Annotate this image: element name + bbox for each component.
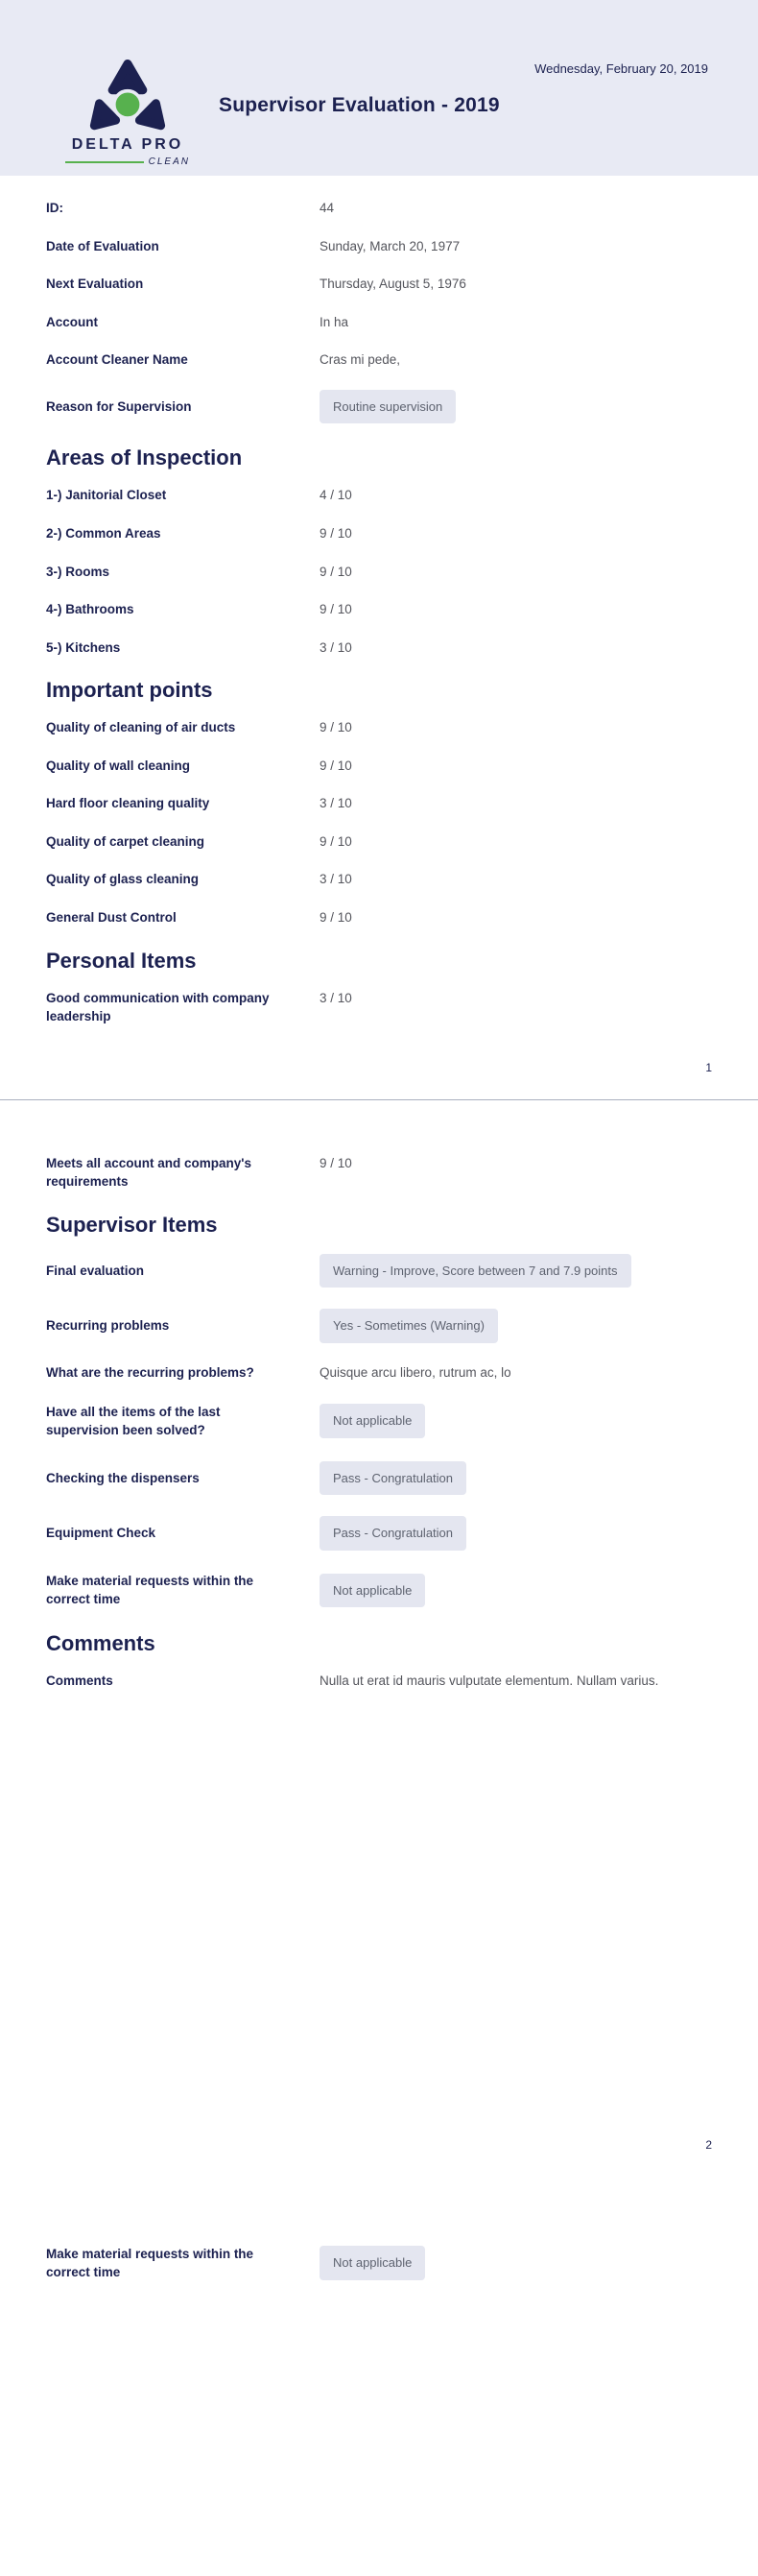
field-value bbox=[320, 1404, 712, 1438]
section-important bbox=[46, 709, 712, 936]
logo-tagline: CLEAN bbox=[148, 156, 190, 167]
field-label: Make material requests within the correct time bbox=[46, 2246, 254, 2280]
rating-label: 1-) Janitorial Closet bbox=[46, 488, 167, 503]
field-value: Quisque arcu libero, rutrum ac, lo bbox=[320, 1365, 511, 1381]
logo-underline bbox=[65, 161, 144, 163]
section-heading-important: Important points bbox=[46, 678, 213, 703]
field-value bbox=[320, 390, 712, 424]
rating-value: 3 / 10 bbox=[320, 796, 352, 811]
logo-name: DELTA PRO bbox=[71, 136, 184, 153]
rating-value: 9 / 10 bbox=[320, 525, 352, 541]
field-value: Thursday, August 5, 1976 bbox=[320, 277, 466, 292]
rating-row bbox=[46, 553, 712, 591]
rating-value: 3 / 10 bbox=[320, 872, 352, 887]
status-chip: Pass - Congratulation bbox=[320, 1516, 466, 1551]
rating-label: 4-) Bathrooms bbox=[46, 602, 134, 617]
field-row bbox=[46, 1243, 712, 1299]
rating-row bbox=[46, 823, 712, 861]
field-value: Nulla ut erat id mauris vulputate elementum. Nullam varius. bbox=[320, 1673, 659, 1689]
rating-label: Meets all account and company's requirements bbox=[46, 1155, 252, 1190]
field-row bbox=[46, 303, 712, 342]
rating-value: 9 / 10 bbox=[320, 1155, 352, 1170]
field-row bbox=[46, 1354, 712, 1392]
page-number-1: 1 bbox=[705, 1060, 712, 1074]
logo-sub bbox=[59, 156, 196, 167]
rating-value: 3 / 10 bbox=[320, 990, 352, 1005]
status-chip: Not applicable bbox=[320, 1404, 425, 1438]
field-label: Next Evaluation bbox=[46, 277, 144, 292]
field-label: Final evaluation bbox=[46, 1263, 145, 1278]
rating-row bbox=[46, 590, 712, 629]
rating-label: Quality of glass cleaning bbox=[46, 872, 200, 887]
rating-label: Quality of wall cleaning bbox=[46, 758, 191, 773]
rating-row bbox=[46, 784, 712, 823]
field-label: Account Cleaner Name bbox=[46, 352, 188, 368]
rating-value: 9 / 10 bbox=[320, 833, 352, 849]
rating-value: 4 / 10 bbox=[320, 488, 352, 503]
section-heading-areas: Areas of Inspection bbox=[46, 445, 243, 470]
field-label: Date of Evaluation bbox=[46, 238, 159, 253]
rating-value: 9 / 10 bbox=[320, 564, 352, 579]
field-row bbox=[46, 1561, 712, 1620]
status-chip: Not applicable bbox=[320, 1574, 425, 1608]
status-chip: Yes - Sometimes (Warning) bbox=[320, 1309, 498, 1343]
field-value: In ha bbox=[320, 314, 349, 329]
section-heading-personal: Personal Items bbox=[46, 948, 197, 973]
field-row bbox=[46, 228, 712, 266]
field-value bbox=[320, 1461, 712, 1496]
status-chip: Pass - Congratulation bbox=[320, 1461, 466, 1496]
field-value bbox=[320, 1254, 712, 1288]
rating-row bbox=[46, 709, 712, 747]
rating-row bbox=[46, 899, 712, 937]
rating-value: 9 / 10 bbox=[320, 758, 352, 773]
rating-value: 9 / 10 bbox=[320, 910, 352, 926]
rating-row bbox=[46, 1144, 712, 1201]
field-label: Have all the items of the last supervision been solved? bbox=[46, 1404, 221, 1438]
rating-row bbox=[46, 476, 712, 515]
rating-value: 9 / 10 bbox=[320, 720, 352, 735]
field-value bbox=[320, 1574, 712, 1608]
section-heading-supervisor: Supervisor Items bbox=[46, 1212, 218, 1237]
rating-label: Good communication with company leadership bbox=[46, 990, 270, 1024]
page-3 bbox=[46, 2152, 712, 2293]
rating-value: 3 / 10 bbox=[320, 639, 352, 655]
field-label: Equipment Check bbox=[46, 1526, 156, 1541]
field-row bbox=[46, 1451, 712, 1506]
field-label: Checking the dispensers bbox=[46, 1470, 200, 1485]
rating-label: 5-) Kitchens bbox=[46, 639, 121, 655]
field-row bbox=[46, 379, 712, 435]
rating-row bbox=[46, 860, 712, 899]
field-label: ID: bbox=[46, 201, 63, 215]
section-fields bbox=[46, 189, 712, 434]
logo-mark-icon bbox=[71, 52, 184, 140]
rating-label: Quality of cleaning of air ducts bbox=[46, 720, 236, 735]
field-value bbox=[320, 1309, 712, 1343]
field-value bbox=[320, 1516, 712, 1551]
field-value: 44 bbox=[320, 201, 335, 215]
section-heading-comments: Comments bbox=[46, 1631, 155, 1656]
field-row bbox=[46, 1392, 712, 1451]
field-value: Sunday, March 20, 1977 bbox=[320, 238, 461, 253]
field-row bbox=[46, 189, 712, 228]
company-logo bbox=[59, 52, 196, 167]
field-label: Reason for Supervision bbox=[46, 398, 192, 414]
page-2-blank-space bbox=[46, 1700, 712, 2113]
field-label: Comments bbox=[46, 1673, 113, 1689]
status-chip: Routine supervision bbox=[320, 390, 456, 424]
page-title: Supervisor Evaluation - 2019 bbox=[219, 94, 500, 116]
field-row bbox=[46, 341, 712, 379]
field-row bbox=[46, 1662, 712, 1700]
rating-row bbox=[46, 747, 712, 785]
header bbox=[0, 0, 758, 176]
field-row bbox=[46, 1298, 712, 1354]
field-label: Make material requests within the correct time bbox=[46, 1573, 254, 1607]
field-label: Recurring problems bbox=[46, 1318, 170, 1334]
rating-row bbox=[46, 979, 712, 1036]
header-date: Wednesday, February 20, 2019 bbox=[534, 61, 708, 76]
rating-row bbox=[46, 515, 712, 553]
page-3-top-space bbox=[46, 2152, 712, 2234]
section-personal bbox=[46, 979, 712, 1036]
page-2 bbox=[46, 1100, 712, 2152]
status-chip: Warning - Improve, Score between 7 and 7.9 points bbox=[320, 1254, 631, 1288]
page-number-2: 2 bbox=[705, 2137, 712, 2152]
rating-label: Hard floor cleaning quality bbox=[46, 796, 210, 811]
rating-row bbox=[46, 629, 712, 667]
field-row bbox=[46, 1505, 712, 1561]
field-label: What are the recurring problems? bbox=[46, 1365, 254, 1381]
rating-label: Quality of carpet cleaning bbox=[46, 833, 205, 849]
field-row bbox=[46, 2234, 712, 2293]
field-row bbox=[46, 265, 712, 303]
field-value bbox=[320, 2246, 712, 2280]
rating-value: 9 / 10 bbox=[320, 602, 352, 617]
section-areas bbox=[46, 476, 712, 666]
rating-label: General Dust Control bbox=[46, 910, 177, 926]
field-value: Cras mi pede, bbox=[320, 352, 401, 368]
field-label: Account bbox=[46, 314, 98, 329]
rating-label: 2-) Common Areas bbox=[46, 525, 161, 541]
status-chip: Not applicable bbox=[320, 2246, 425, 2280]
rating-label: 3-) Rooms bbox=[46, 564, 110, 579]
report-body bbox=[0, 176, 758, 2293]
